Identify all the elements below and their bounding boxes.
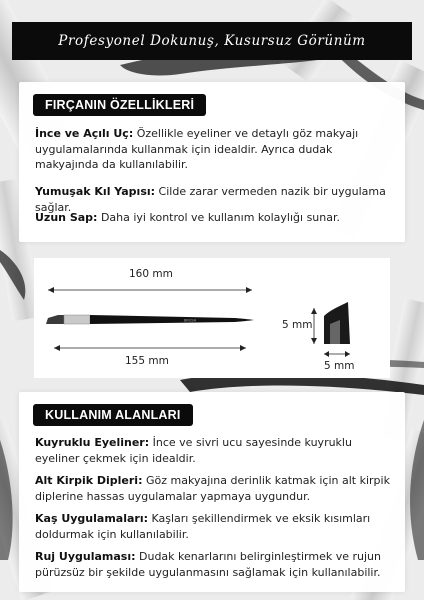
usage-text: Göz makyajına derinlik katmak için alt kirpik diplerine hassas uygulamalar yapmaya uygundur. bbox=[35, 474, 390, 503]
usage-item bbox=[35, 549, 391, 580]
feature-item bbox=[35, 210, 391, 226]
feature-term: İnce ve Açılı Uç: bbox=[35, 127, 134, 140]
usage-text: İnce ve sivri ucu sayesinde kuyruklu eyeliner çekmek için idealdir. bbox=[35, 436, 352, 465]
slogan-text: Profesyonel Dokunuş, Kusursuz Görünüm bbox=[58, 33, 366, 49]
brush-dimension-diagram bbox=[34, 258, 390, 378]
feature-text: Cilde zarar vermeden nazik bir uygulama sağlar. bbox=[35, 185, 386, 214]
length-155-label: 155 mm bbox=[125, 355, 169, 367]
brush-brand-mark: BRUSH bbox=[184, 318, 197, 323]
usage-item bbox=[35, 435, 391, 466]
features-card bbox=[19, 82, 405, 242]
usage-heading: KULLANIM ALANLARI bbox=[33, 404, 193, 426]
usage-text: Dudak kenarlarını belirginleştirmek ve rujun pürüzsüz bir şekilde uygulanmasını sağlamak için kullanılabilir. bbox=[35, 550, 381, 579]
usage-item bbox=[35, 473, 391, 504]
length-160-label: 160 mm bbox=[129, 268, 173, 280]
feature-text: Özellikle eyeliner ve detaylı göz makyajı uygulamalarında kullanmak için idealdir. Ayrıca dudak makyajında da kullanılabilir. bbox=[35, 127, 359, 171]
tip-width-label: 5 mm bbox=[324, 360, 355, 372]
usage-term: Kuyruklu Eyeliner: bbox=[35, 436, 150, 449]
tip-height-label: 5 mm bbox=[282, 319, 313, 331]
usage-term: Alt Kirpik Dipleri: bbox=[35, 474, 143, 487]
usage-item bbox=[35, 511, 391, 542]
feature-term: Uzun Sap: bbox=[35, 211, 98, 224]
usage-text: Kaşları şekillendirmek ve eksik kısımları doldurmak için kullanılabilir. bbox=[35, 512, 371, 541]
usage-term: Ruj Uygulaması: bbox=[35, 550, 136, 563]
feature-item bbox=[35, 126, 391, 173]
usage-term: Kaş Uygulamaları: bbox=[35, 512, 148, 525]
features-heading: FIRÇANIN ÖZELLİKLERİ bbox=[33, 94, 206, 116]
usage-card bbox=[19, 392, 405, 592]
slogan-banner bbox=[12, 22, 412, 60]
feature-text: Daha iyi kontrol ve kullanım kolaylığı sunar. bbox=[97, 211, 341, 224]
feature-term: Yumuşak Kıl Yapısı: bbox=[35, 185, 156, 198]
